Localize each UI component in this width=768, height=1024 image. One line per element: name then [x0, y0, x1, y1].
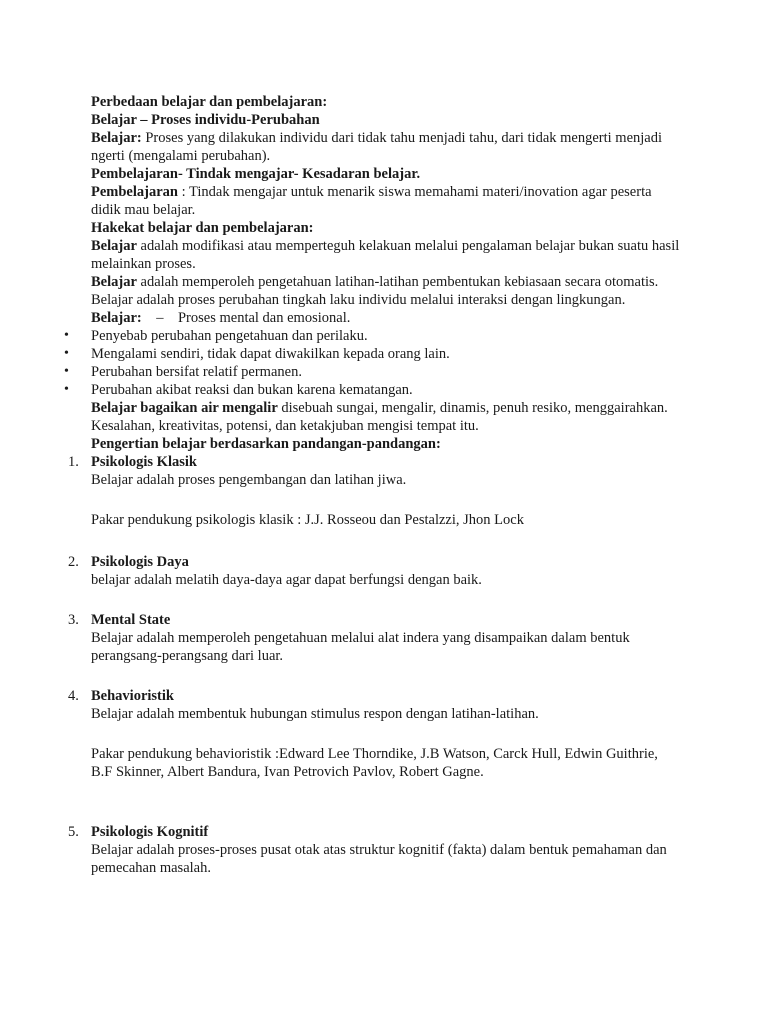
numbered-item-4	[68, 687, 681, 781]
bullet-item: • Penyebab perubahan pengetahuan dan perilaku.	[91, 327, 681, 345]
item-title: Psikologis Klasik	[91, 454, 197, 470]
term-label: Belajar:	[91, 310, 142, 326]
item-number: 4.	[68, 688, 79, 704]
paragraph-text: : Tindak mengajar untuk menarik siswa memahami materi/inovation agar peserta didik mau belajar.	[91, 184, 652, 218]
paragraph-belajar-definition	[91, 129, 681, 165]
bullet-list	[91, 327, 681, 399]
item-title: Mental State	[91, 612, 171, 628]
heading-hakekat: Hakekat belajar dan pembelajaran:	[91, 220, 314, 236]
item-title: Psikologis Kognitif	[91, 824, 209, 840]
paragraph-text: – Proses mental dan emosional.	[141, 310, 351, 326]
paragraph-air-mengalir	[91, 399, 681, 435]
numbered-item-1	[68, 453, 681, 529]
item-description: Belajar adalah proses-proses pusat otak atas struktur kognitif (fakta) dalam bentuk pemahaman dan pemecahan masalah.	[91, 842, 667, 876]
item-description: Belajar adalah membentuk hubungan stimulus respon dengan latihan-latihan.	[91, 706, 539, 722]
item-number: 5.	[68, 824, 79, 840]
paragraph-text: Proses yang dilakukan individu dari tidak tahu menjadi tahu, dari tidak mengerti menjadi ngerti (mengalami perubahan).	[91, 130, 662, 164]
paragraph-hakekat-1	[91, 237, 681, 273]
numbered-item-2	[68, 553, 681, 589]
heading-belajar-proses: Belajar – Proses individu-Perubahan	[91, 112, 320, 128]
bullet-item: • Mengalami sendiri, tidak dapat diwakilkan kepada orang lain.	[91, 345, 681, 363]
paragraph-hakekat-2	[91, 273, 681, 309]
paragraph-text: disebuah sungai, mengalir, dinamis, penuh resiko, menggairahkan. Kesalahan, kreativitas, potensi, dan ketakjuban mengisi tempat itu.	[91, 400, 668, 434]
numbered-item-5	[68, 823, 681, 877]
item-number: 2.	[68, 554, 79, 570]
item-number: 3.	[68, 612, 79, 628]
item-extra: Pakar pendukung psikologis klasik : J.J. Rosseou dan Pestalzzi, Jhon Lock	[91, 512, 524, 528]
paragraph-belajar-mental	[91, 309, 681, 327]
term-label: Belajar bagaikan air mengalir	[91, 400, 278, 416]
heading-pembelajaran: Pembelajaran- Tindak mengajar- Kesadaran belajar.	[91, 166, 421, 182]
term-label: Belajar	[91, 238, 137, 254]
term-label: Pembelajaran	[91, 184, 178, 200]
heading-pengertian: Pengertian belajar berdasarkan pandangan-pandangan:	[91, 436, 441, 452]
term-label: Belajar	[91, 274, 137, 290]
paragraph-text: adalah modifikasi atau memperteguh kelakuan melalui pengalaman belajar bukan suatu hasil melainkan proses.	[91, 238, 680, 272]
item-title: Psikologis Daya	[91, 554, 189, 570]
item-description: belajar adalah melatih daya-daya agar dapat berfungsi dengan baik.	[91, 572, 482, 588]
item-number: 1.	[68, 454, 79, 470]
bullet-item: • Perubahan akibat reaksi dan bukan karena kematangan.	[91, 381, 681, 399]
item-description: Belajar adalah memperoleh pengetahuan melalui alat indera yang disampaikan dalam bentuk perangsang-perangsang dari luar.	[91, 630, 630, 664]
item-title: Behavioristik	[91, 688, 174, 704]
term-label: Belajar:	[91, 130, 142, 146]
heading-perbedaan: Perbedaan belajar dan pembelajaran:	[91, 94, 328, 110]
item-extra: Pakar pendukung behavioristik :Edward Lee Thorndike, J.B Watson, Carck Hull, Edwin Guithrie, B.F Skinner, Albert Bandura, Ivan Petrovich Pavlov, Robert Gagne.	[91, 746, 658, 780]
paragraph-pembelajaran	[91, 183, 681, 219]
item-description: Belajar adalah proses pengembangan dan latihan jiwa.	[91, 472, 407, 488]
numbered-item-3	[68, 611, 681, 665]
document-body	[68, 93, 681, 877]
bullet-item: • Perubahan bersifat relatif permanen.	[91, 363, 681, 381]
paragraph-text: adalah memperoleh pengetahuan latihan-latihan pembentukan kebiasaan secara otomatis. Belajar adalah proses perubahan tingkah laku individu melalui interaksi dengan lingkungan.	[91, 274, 659, 308]
